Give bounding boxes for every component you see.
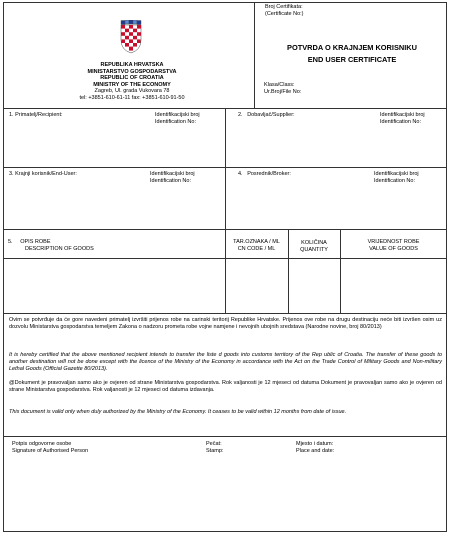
- file-label: Ur.Broj/File No:: [264, 88, 302, 95]
- declaration-hr-2: @Dokument je pravovaljan samo ako je ovjeren od strane Ministarstva gospodarstva. Rok valjanosti je 12 mjeseci od datuma Dokument je pravovaljan samo ako je ovjeren od strane Ministarstva gospodarstva. Rok valjanosti je 12 mjeseci od datuma izdavanja.: [9, 380, 442, 394]
- title-hr: POTVRDA O KRAJNJEM KORISNIKU: [287, 43, 417, 52]
- recipient-id: [155, 112, 200, 125]
- ministry-line: MINISTARSTVO GOSPODARSTVA: [87, 68, 177, 75]
- declaration-en-1: It is hereby certified that the above mentioned recipient intends to transfer the liste d goods into customs territory of the Rep ublic of Croatia. The transfer of these goods to another destination will not be done except with the licence of the Ministry of the Economy in accordance with the Act on the Trade Control of Military Goods and Non-military Lethal Goods (Official Gazette 80/2013).: [9, 352, 442, 373]
- end-user-id: [150, 171, 195, 184]
- place-en: Place and date:: [296, 447, 335, 454]
- end-user-num: 3.: [9, 171, 14, 177]
- ministry-line: REPUBLIC OF CROATIA: [100, 75, 164, 82]
- cert-no-label: Broj Certifikata:: [265, 4, 303, 10]
- stamp-en: Stamp:: [206, 447, 224, 454]
- cert-no-sub: (Certificate No:): [265, 10, 304, 17]
- recipient-label: [9, 112, 63, 119]
- goods-header-line: [3, 258, 447, 259]
- class-label: Klasa/Class:: [264, 82, 295, 88]
- quantity-en: QUANTITY: [300, 246, 328, 253]
- certificate-title: [258, 42, 446, 66]
- end-user-label: [9, 171, 77, 178]
- supplier-id-hr: Identifikacijski broj: [380, 112, 425, 118]
- declaration-hr-1: Ovim se potvrđuje da će gore navedeni primatelj izvršiti prijenos robe na carinski teritorij Republike Hrvatske. Prijenos ove robe na drugu destinaciju neće biti izvršen osim uz dozvolu Ministarstva gospodarstva temeljem Zakona o nadzoru prometa robe vojne namjene i nevojnih ubojnih sredstava (Narodne novine, broj 80/2013): [9, 317, 442, 331]
- place-date-label: [296, 441, 334, 454]
- quantity-header: [288, 240, 340, 253]
- broker-text: Posrednik/Broker:: [247, 171, 291, 177]
- supplier-text: Dobavljač/Supplier:: [247, 112, 295, 118]
- goods-bottom-line: [3, 313, 447, 314]
- parties-center-divider: [225, 108, 226, 229]
- supplier-id: [380, 112, 425, 125]
- coat-of-arms-icon: [120, 20, 142, 54]
- goods-num: 5.: [8, 239, 13, 245]
- broker-label: [238, 171, 291, 178]
- declaration-en-2: This document is valid only when duly authorized by the Ministry of the Economy. It ceases to be valid within 12 months from date of issue.: [9, 409, 347, 415]
- cn-code-header: [225, 239, 288, 252]
- end-user-text: Krajnji korisnik/End-User:: [15, 171, 77, 177]
- quantity-hr: KOLIČINA: [301, 240, 327, 246]
- recipient-text: Primatelj/Recipient:: [15, 112, 63, 118]
- broker-id: [374, 171, 419, 184]
- signature-en: Signature of Authorised Person: [12, 447, 89, 454]
- place-hr: Mjesto i datum:: [296, 441, 334, 447]
- value-header: [340, 239, 447, 252]
- stamp-hr: Pečat:: [206, 441, 222, 447]
- supplier-id-en: Identification No:: [380, 118, 421, 125]
- ministry-address: Zagreb, Ul. grada Vukovara 78: [94, 88, 170, 95]
- ministry-line: REPUBLIKA HRVATSKA: [100, 62, 164, 68]
- goods-description-header: [8, 239, 94, 252]
- stamp-label: [206, 441, 223, 454]
- title-en: END USER CERTIFICATE: [307, 55, 397, 64]
- broker-num: 4.: [238, 171, 243, 177]
- value-hr: VRIJEDNOST ROBE: [367, 239, 420, 245]
- certificate-number-label: [265, 4, 304, 17]
- ministry-block: [60, 62, 204, 102]
- parties-row-divider: [3, 167, 447, 168]
- signature-label: [12, 441, 88, 454]
- goods-desc-en: DESCRIPTION OF GOODS: [25, 245, 94, 252]
- supplier-label: [238, 112, 295, 119]
- end-user-id-hr: Identifikacijski broj: [150, 171, 195, 177]
- value-en: VALUE OF GOODS: [369, 245, 418, 252]
- ministry-line: MINISTRY OF THE ECONOMY: [93, 81, 171, 88]
- end-user-id-en: Identification No:: [150, 177, 191, 184]
- cn-code-hr: TAR.OZNAKA / ML: [233, 239, 280, 245]
- ministry-phone: tel: +3851-610-61-11 fax: +3851-610-91-50: [79, 94, 185, 101]
- class-file-block: [264, 82, 301, 95]
- signature-hr: Potpis odgovorne osobe: [12, 441, 72, 447]
- recipient-num: 1.: [9, 112, 14, 118]
- broker-id-en: Identification No:: [374, 177, 415, 184]
- goods-desc-hr: OPIS ROBE: [20, 239, 51, 245]
- header-divider: [254, 2, 255, 108]
- cn-code-en: CN CODE / ML: [237, 245, 276, 252]
- recipient-id-en: Identification No:: [155, 118, 196, 125]
- recipient-id-hr: Identifikacijski broj: [155, 112, 200, 118]
- broker-id-hr: Identifikacijski broj: [374, 171, 419, 177]
- supplier-num: 2.: [238, 112, 243, 118]
- signature-top-line: [3, 436, 447, 437]
